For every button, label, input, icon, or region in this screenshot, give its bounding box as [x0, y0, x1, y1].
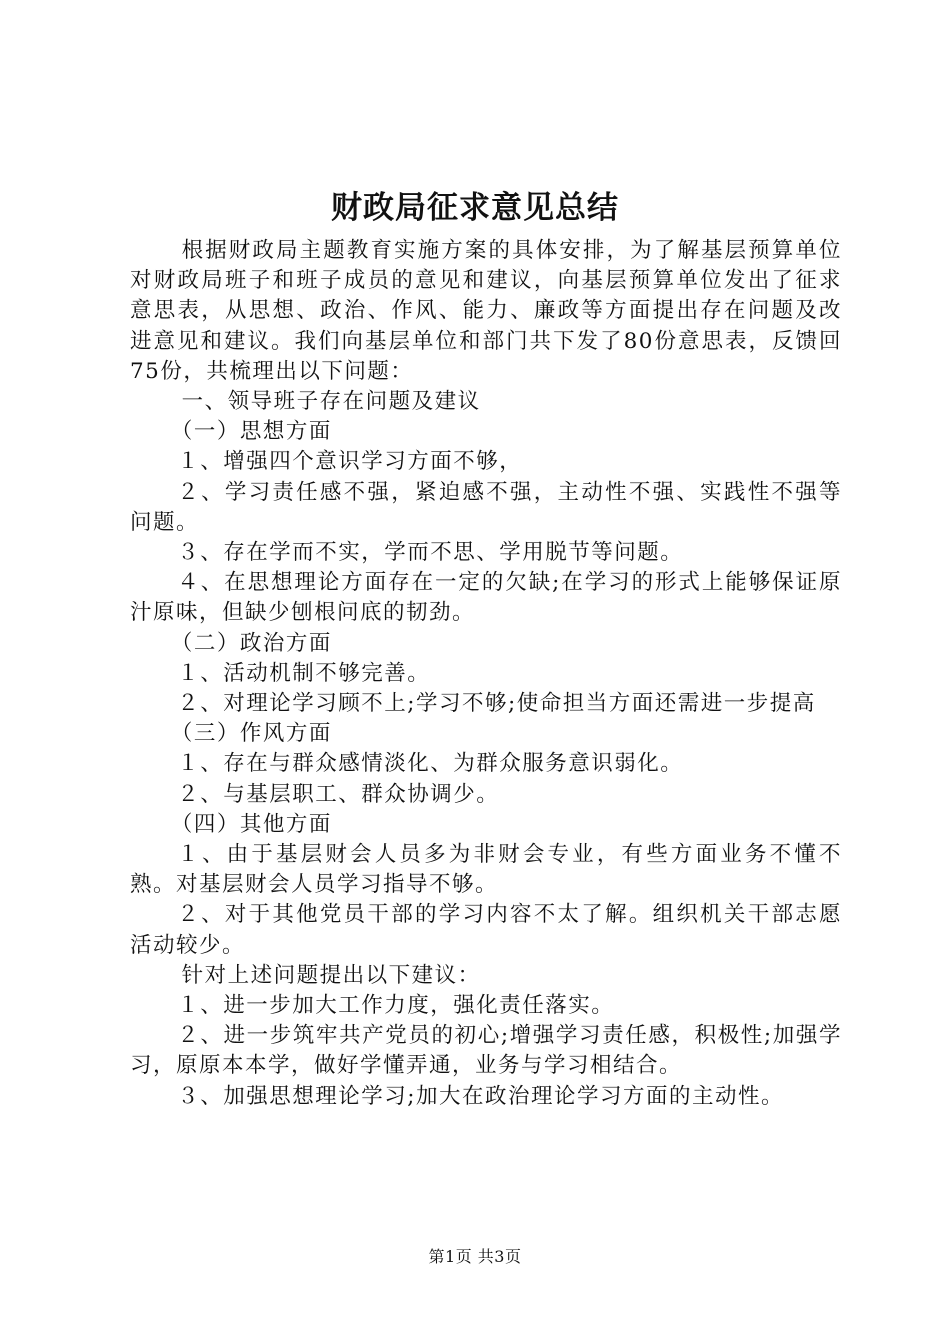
list-item: ３、存在学而不实，学而不思、学用脱节等问题。 [177, 540, 684, 566]
subsection-heading: （三）作风方面 [170, 721, 332, 747]
list-item: １、存在与群众感情淡化、为群众服务意识弱化。 [177, 751, 684, 777]
list-item: １、增强四个意识学习方面不够， [177, 449, 523, 475]
page-footer: 第1页 共3页 [428, 1247, 522, 1266]
suggestions-heading: 针对上述问题提出以下建议： [181, 962, 481, 988]
subsection-heading: （四）其他方面 [170, 811, 332, 837]
list-item: ２、学习责任感不强，紧迫感不强，主动性不强、实践性不强等问题。 [130, 479, 842, 535]
list-item: ２、与基层职工、群众协调少。 [177, 781, 500, 807]
intro-paragraph: 根据财政局主题教育实施方案的具体安排，为了解基层预算单位对财政局班子和班子成员的意见和建议，向基层预算单位发出了征求意思表，从思想、政治、作风、能力、廉政等方面提出存在问题及改进意见和建议。我们向基层单位和部门共下发了80份意思表，反馈回75份，共梳理出以下问题： [130, 238, 842, 384]
section-heading: 一、领导班子存在问题及建议 [181, 389, 481, 415]
list-item: ２、对于其他党员干部的学习内容不太了解。组织机关干部志愿活动较少。 [130, 902, 842, 958]
list-item: ３、加强思想理论学习;加大在政治理论学习方面的主动性。 [177, 1083, 785, 1109]
list-item: １、由于基层财会人员多为非财会专业，有些方面业务不懂不熟。对基层财会人员学习指导不够。 [130, 842, 842, 898]
document-body [130, 236, 842, 1112]
subsection-heading: （二）政治方面 [170, 630, 332, 656]
document-title: 财政局征求意见总结 [331, 190, 619, 226]
list-item: ２、对理论学习顾不上;学习不够;使命担当方面还需进一步提高 [177, 691, 816, 717]
list-item: ２、进一步筑牢共产党员的初心;增强学习责任感，积极性;加强学习，原原本本学，做好学懂弄通，业务与学习相结合。 [130, 1023, 842, 1079]
list-item: １、进一步加大工作力度，强化责任落实。 [177, 993, 615, 1019]
list-item: １、活动机制不够完善。 [177, 660, 431, 686]
subsection-heading: （一）思想方面 [170, 419, 332, 445]
list-item: ４、在思想理论方面存在一定的欠缺;在学习的形式上能够保证原汁原味，但缺少刨根问底的韧劲。 [130, 570, 842, 626]
